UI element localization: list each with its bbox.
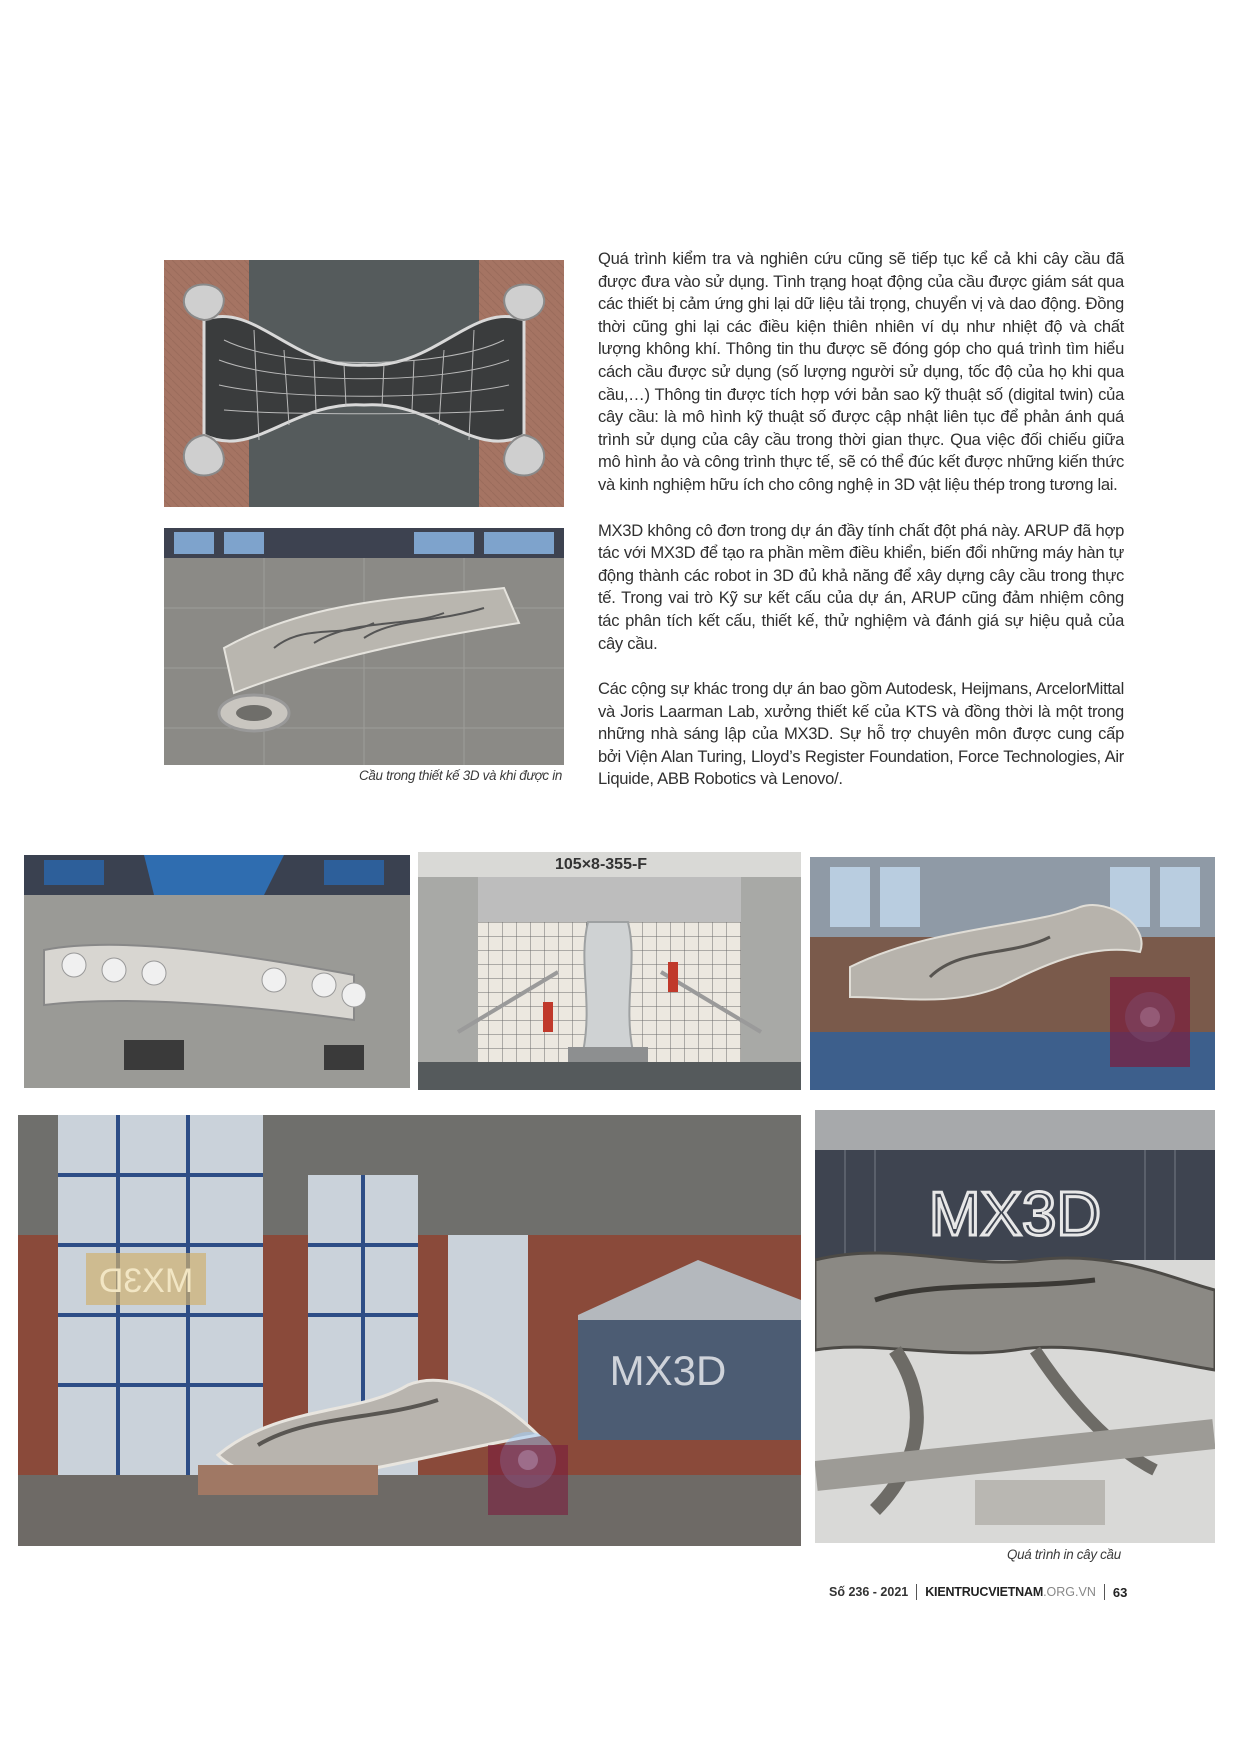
footer-divider [916,1584,917,1600]
article-paragraph-2: MX3D không cô đơn trong dự án đầy tính chất đột phá này. ARUP đã hợp tác với MX3D để tạo ra phần mềm điều khiển, biến đổi những máy hàn tự động thành các robot in 3D đủ khả năng để xây dựng cây cầu trong thực tế. Trong vai trò Kỹ sư kết cấu của dự án, ARUP cũng đảm nhiệm công tác phân tích kết cấu, thiết kế, thử nghiệm và đánh giá sự hiệu quả của cây cầu. [598,520,1124,653]
article-paragraph-3: Các cộng sự khác trong dự án bao gồm Autodesk, Heijmans, ArcelorMittal và Joris Laarman Lab, xưởng thiết kế của KTS và đồng thời là một trong những nhà sáng lập của MX3D. Sự hỗ trợ chuyên môn được cung cấp bởi Viện Alan Turing, Lloyd’s Register Foundation, Force Technologies, Air Liquide, ABB Robotics và Lenovo/. [598,679,1124,789]
big-logo: MX3D [928,1180,1102,1249]
bridge-3d-render-image [164,260,564,507]
robot-printing-image [810,857,1215,1090]
workshop-aerial-image [24,855,410,1088]
workshop-interior-image [18,1115,801,1546]
load-test-image [418,852,801,1090]
bridge-closeup-image [815,1110,1215,1543]
test-label: 105×8-355-F [555,856,648,873]
magazine-brand: KIENTRUCVIETNAM [925,1585,1044,1599]
bridge-printed-aerial-image [164,528,564,765]
container-logo: MX3D [609,1347,727,1394]
mirrored-sign: MX3D [98,1262,194,1300]
caption-bottom: Quá trình in cây cầu [1007,1547,1121,1562]
article-body [598,248,1124,814]
magazine-domain: .ORG.VN [1043,1585,1096,1599]
article-paragraph-1: Quá trình kiểm tra và nghiên cứu cũng sẽ tiếp tục kể cả khi cây cầu đã được đưa vào sử dụng. Tình trạng hoạt động của cầu được giám sát qua các thiết bị cảm ứng ghi lại dữ liệu tải trọng, chuyển vị và dao động. Đồng thời cũng ghi lại các điều kiện thiên nhiên ví dụ như nhiệt độ và chất lượng không khí. Thông tin thu được sẽ đóng góp cho quá trình tìm hiểu cách cầu được sử dụng (số lượng người sử dụng, tốc độ của họ khi qua cầu,…) Thông tin được tích hợp với bản sao kỹ thuật số (digital twin) của cây cầu: là mô hình kỹ thuật số được cập nhật liên tục để phản ánh quá trình sử dụng của cây cầu trong thời gian thực. Qua việc đối chiếu giữa mô hình ảo và công trình thực tế, sẽ có thể đúc kết được những kiến thức và kinh nghiệm hữu ích cho công nghệ in 3D vật liệu thép trong tương lai. [598,249,1124,494]
issue-number: Số 236 - 2021 [829,1585,909,1599]
page-number: 63 [1112,1584,1128,1600]
footer-divider [1104,1584,1105,1600]
caption-top: Cầu trong thiết kế 3D và khi được in [359,768,563,783]
page-footer [829,1581,1127,1603]
